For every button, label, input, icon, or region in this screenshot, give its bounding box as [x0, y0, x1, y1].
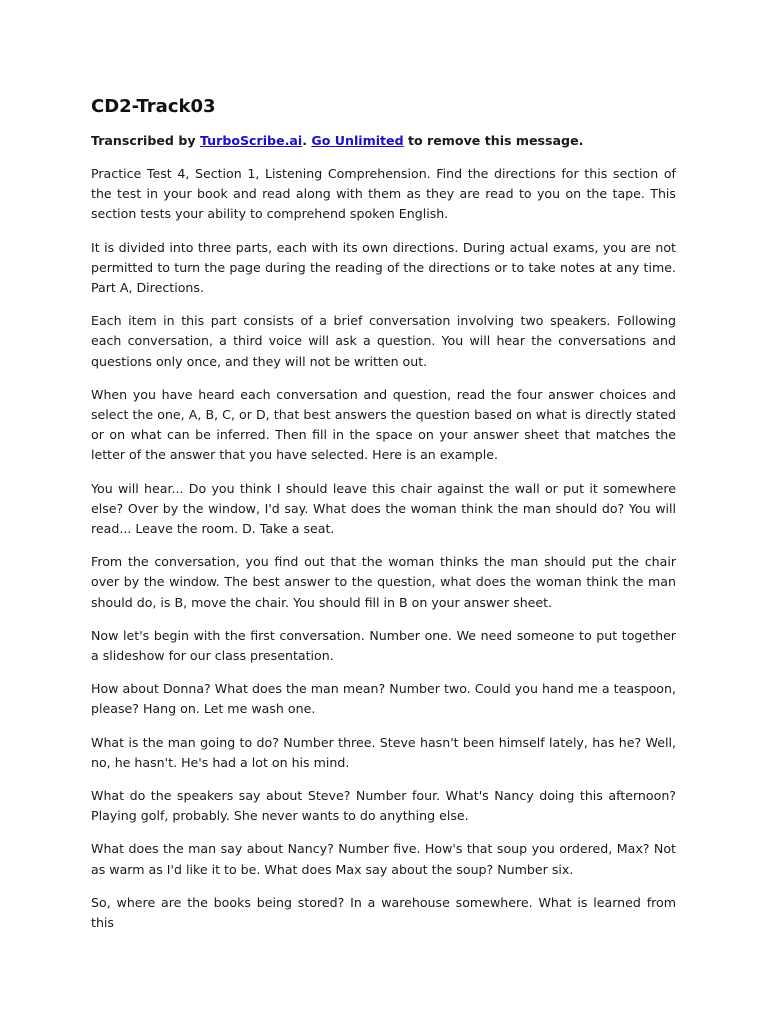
paragraph: When you have heard each conversation and question, read the four answer choices and select the one, A, B, C, or D, that best answers the question based on what is directly stated or on what can be inferred. Then fill in the space on your answer sheet that matches the letter of the answer that you have selected. Here is an example. [91, 386, 676, 463]
notice-separator: . [302, 133, 312, 148]
transcription-notice [91, 131, 676, 151]
document-title: CD2-Track03 [91, 96, 216, 117]
paragraph: What do the speakers say about Steve? Number four. What's Nancy doing this afternoon? Playing golf, probably. She never wants to do anything else. [91, 788, 676, 824]
paragraph: What does the man say about Nancy? Number five. How's that soup you ordered, Max? Not as warm as I'd like it to be. What does Max say about the soup? Number six. [91, 841, 676, 877]
paragraph: From the conversation, you find out that the woman thinks the man should put the chair over by the window. The best answer to the question, what does the woman think the man should do, is B, move the chair. You should fill in B on your answer sheet. [91, 554, 676, 610]
go-unlimited-link[interactable]: Go Unlimited [311, 133, 404, 148]
turboscribe-link[interactable]: TurboScribe.ai [199, 133, 303, 148]
paragraph: Practice Test 4, Section 1, Listening Comprehension. Find the directions for this section of the test in your book and read along with them as they are read to you on the tape. This section tests your ability to comprehend spoken English. [91, 166, 676, 222]
paragraph: It is divided into three parts, each with its own directions. During actual exams, you are not permitted to turn the page during the reading of the directions or to take notes at any time. Part A, Directions. [91, 239, 676, 296]
document-page [91, 95, 676, 946]
paragraph: Each item in this part consists of a brief conversation involving two speakers. Following each conversation, a third voice will ask a question. You will hear the conversations and questions only once, and they will not be written out. [91, 313, 676, 369]
paragraph: What is the man going to do? Number three. Steve hasn't been himself lately, has he? Well, no, he hasn't. He's had a lot on his mind. [91, 734, 676, 770]
paragraph: Now let's begin with the first conversation. Number one. We need someone to put together a slideshow for our class presentation. [91, 627, 676, 664]
paragraph: So, where are the books being stored? In a warehouse somewhere. What is learned from this [91, 894, 676, 931]
paragraph: How about Donna? What does the man mean? Number two. Could you hand me a teaspoon, please? Hang on. Let me wash one. [91, 681, 676, 717]
notice-suffix: to remove this message. [403, 133, 584, 148]
paragraph: You will hear... Do you think I should leave this chair against the wall or put it somewhere else? Over by the window, I'd say. What does the woman think the man should do? You will read... Leave the room. D. Take a seat. [91, 480, 676, 537]
notice-prefix: Transcribed by [91, 133, 200, 148]
